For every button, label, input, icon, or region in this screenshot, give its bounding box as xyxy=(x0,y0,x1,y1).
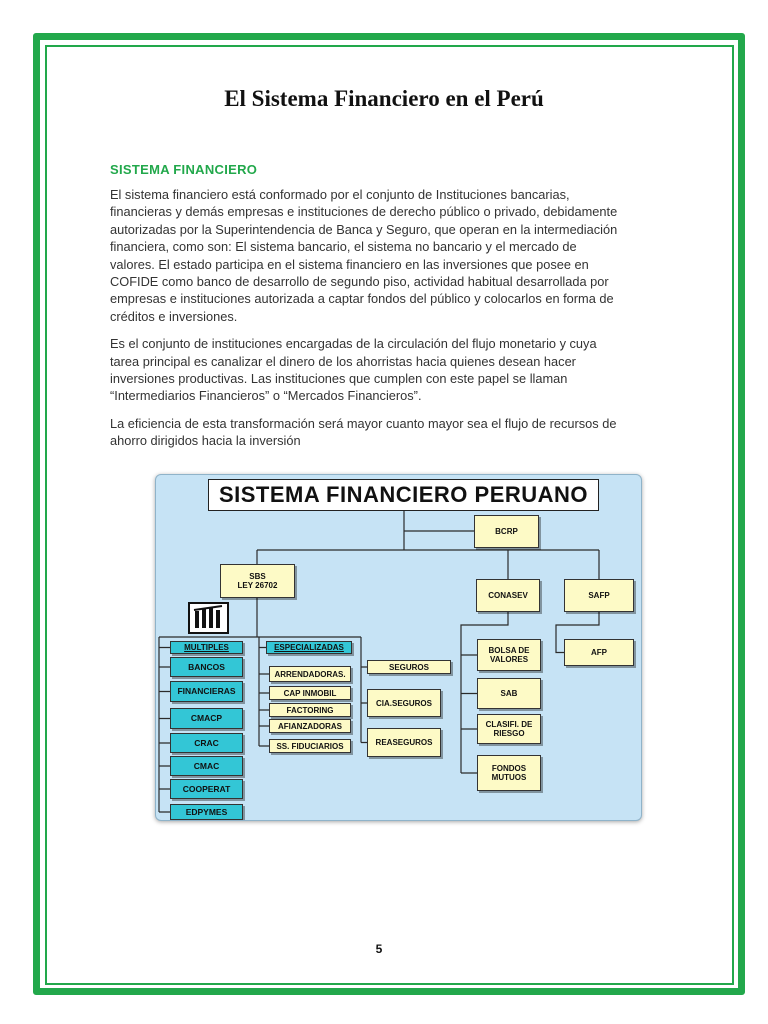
paragraph-3 xyxy=(110,415,720,450)
safp-box: SAFP xyxy=(564,579,634,612)
paragraph-line: El sistema financiero está conformado por el conjunto de Instituciones bancarias, xyxy=(110,187,570,202)
connector-line xyxy=(159,648,170,813)
paragraph-1 xyxy=(110,186,720,325)
paragraph-line: tarea principal es canalizar el dinero de los ahorristas hacia quienes desean hacer xyxy=(110,353,576,369)
conasev-item-clasificadoras: CLASIFI. DE RIESGO xyxy=(477,714,541,744)
multiples-item-cmacp: CMACP xyxy=(170,708,243,729)
sbs-law: LEY 26702 xyxy=(237,581,278,590)
paragraph-line: financiera, como son: El sistema bancario, el sistema no bancario y el mercado de xyxy=(110,239,577,255)
connector-line xyxy=(259,648,269,747)
seguros-item-cia-seguros: CIA.SEGUROS xyxy=(367,689,441,717)
multiples-item-bancos: BANCOS xyxy=(170,657,243,677)
paragraph-line: empresas e instituciones autorizada a captar fondos del público y colocarlos en forma de xyxy=(110,291,614,307)
conasev-item-bolsa-de-valores: BOLSA DE VALORES xyxy=(477,639,541,671)
paragraph-line: ahorro dirigidos hacia la inversión xyxy=(110,433,301,449)
paragraph-line: “Intermediarios Financieros” o “Mercados Financieros”. xyxy=(110,388,422,404)
seguros-item-reaseguros: REASEGUROS xyxy=(367,728,441,757)
conasev-item-sab: SAB xyxy=(477,678,541,709)
paragraph-line: valores. El estado participa en el sistema financiero en las inversiones que posee en xyxy=(110,256,589,272)
conasev-box: CONASEV xyxy=(476,579,540,612)
paragraph-line: financieras y demás empresas e instituciones de derecho público o privado, debidamente xyxy=(110,204,618,220)
bcrp-box: BCRP xyxy=(474,515,539,548)
sbs-name: SBS xyxy=(249,572,266,581)
paragraph-2 xyxy=(110,335,720,405)
multiples-item-cmac: CMAC xyxy=(170,756,243,776)
seguros-header: SEGUROS xyxy=(367,660,451,674)
especializadas-item-afianzadoras: AFIANZADORAS xyxy=(269,719,351,733)
page-number: 5 xyxy=(375,942,383,956)
especializadas-item-factoring: FACTORING xyxy=(269,703,351,717)
body-text xyxy=(110,186,720,460)
paragraph-line: créditos e inversiones. xyxy=(110,308,238,324)
paragraph-line: COFIDE como banco de desarrollo de segundo piso, actividad habitual desarrollada por xyxy=(110,274,609,290)
multiples-item-cooperat: COOPERAT xyxy=(170,779,243,799)
paragraph-line: inversiones productivas. Las instituciones que cumplen con este papel se llaman xyxy=(110,371,568,387)
paragraph-line: Es el conjunto de instituciones encargadas de la circulación del flujo monetario y cuya xyxy=(110,336,597,352)
especializadas-item-cap-inmobil: CAP INMOBIL xyxy=(269,686,351,700)
paragraph-line: autorizadas por la Superintendencia de Banca y Seguro, que operan en la intermediación xyxy=(110,221,618,237)
sbs-logo-icon xyxy=(188,602,229,634)
especializadas-item-arrendadoras: ARRENDADORAS. xyxy=(269,666,351,682)
especializadas-header: ESPECIALIZADAS xyxy=(266,641,352,654)
financial-system-diagram xyxy=(155,474,642,821)
conasev-item-fondos-mutuos: FONDOS MUTUOS xyxy=(477,755,541,791)
multiples-item-edpymes: EDPYMES xyxy=(170,804,243,820)
sbs-box xyxy=(220,564,295,598)
section-heading: SISTEMA FINANCIERO xyxy=(110,162,258,177)
especializadas-item-ss-fiduciarios: SS. FIDUCIARIOS xyxy=(269,739,351,753)
diagram-title: SISTEMA FINANCIERO PERUANO xyxy=(208,479,599,511)
multiples-header: MULTIPLES xyxy=(170,641,243,654)
safp-item-afp: AFP xyxy=(564,639,634,666)
connector-line xyxy=(461,655,477,773)
paragraph-line: La eficiencia de esta transformación será mayor cuanto mayor sea el flujo de recursos de xyxy=(110,415,617,431)
multiples-item-financieras: FINANCIERAS xyxy=(170,681,243,702)
multiples-item-crac: CRAC xyxy=(170,733,243,753)
page-title: El Sistema Financiero en el Perú xyxy=(224,86,544,111)
